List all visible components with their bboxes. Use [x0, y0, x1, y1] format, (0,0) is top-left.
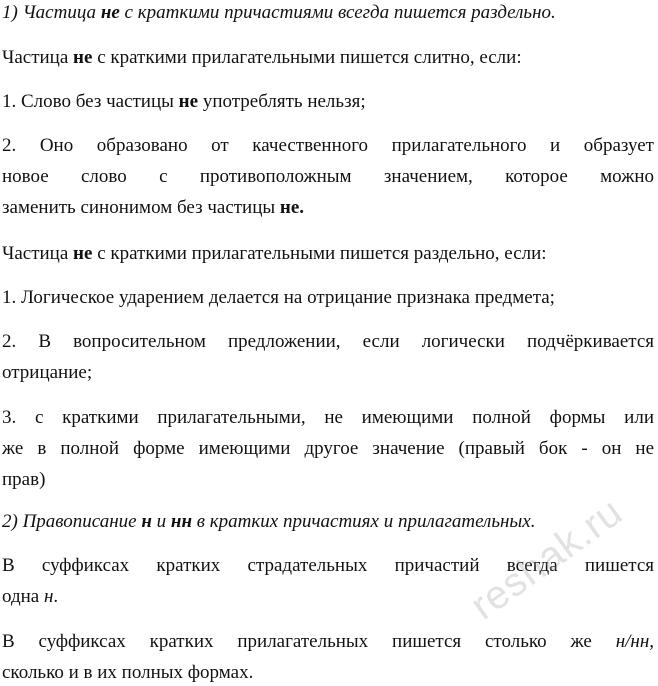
paragraph-fused-rule-1 [2, 89, 654, 115]
text: Частица [2, 243, 74, 264]
paragraph-fused-intro [2, 45, 654, 71]
line: новое слово с противоположным значением, которое можно [2, 166, 654, 187]
text: в кратких причастиях и прилагательных. [192, 511, 536, 532]
heading-particle: не [100, 2, 120, 23]
line: В суффиксах кратких страдательных причастий всегда пишется [2, 555, 654, 576]
text: с краткими прилагательными пишется слитно, если: [92, 47, 522, 68]
paragraph-separate-rule-2 [2, 329, 654, 386]
text: В суффиксах кратких прилагательных пишется столько же [2, 631, 616, 652]
text: 1. Слово без частицы [2, 91, 179, 112]
text: и [151, 511, 171, 532]
heading-rule-2 [2, 509, 654, 535]
line: отрицание; [2, 362, 93, 383]
line [2, 629, 654, 655]
heading-text-a: Частица [22, 2, 101, 23]
particle: не [73, 243, 93, 264]
paragraph-adjectives [2, 629, 654, 686]
line: 2. В вопросительном предложении, если логически подчёркивается [2, 331, 654, 352]
line: же в полной форме имеющими другое значение (правый бок - он не [2, 438, 654, 459]
paragraph-separate-rule-1: 1. Логическое ударением делается на отрицание признака предмета; [2, 287, 555, 308]
letters-n-nn: н/нн, [615, 631, 654, 652]
particle: не [73, 47, 93, 68]
text: с краткими прилагательными пишется раздельно, если: [92, 243, 547, 264]
text: 2) Правописание [2, 511, 142, 532]
line [2, 195, 654, 221]
letter-nn: нн [170, 511, 193, 532]
paragraph-participles [2, 553, 654, 610]
heading-text-c: с краткими причастиями всегда пишется раздельно. [119, 2, 556, 23]
watermark: reshak.ru [462, 489, 631, 629]
text: Частица [2, 47, 74, 68]
line: сколько и в их полных формах. [2, 662, 254, 683]
text: . [53, 586, 59, 607]
letter-n: н [141, 511, 152, 532]
paragraph-fused-rule-2 [2, 133, 654, 221]
heading-number: 1) [2, 2, 23, 23]
particle: не. [279, 197, 305, 218]
line: прав) [2, 469, 46, 490]
line [2, 584, 654, 610]
paragraph-separate-intro [2, 241, 654, 267]
paragraph-separate-rule-3 [2, 405, 654, 493]
heading-rule-1 [2, 0, 654, 26]
text: употреблять нельзя; [198, 91, 366, 112]
line: 3. с краткими прилагательными, не имеющими полной формы или [2, 407, 654, 428]
line: 2. Оно образовано от качественного прилагательного и образует [2, 135, 654, 156]
particle: не [178, 91, 199, 112]
letter-n: н [43, 586, 54, 607]
text: заменить синонимом без частицы [2, 197, 280, 218]
text: одна [2, 586, 44, 607]
